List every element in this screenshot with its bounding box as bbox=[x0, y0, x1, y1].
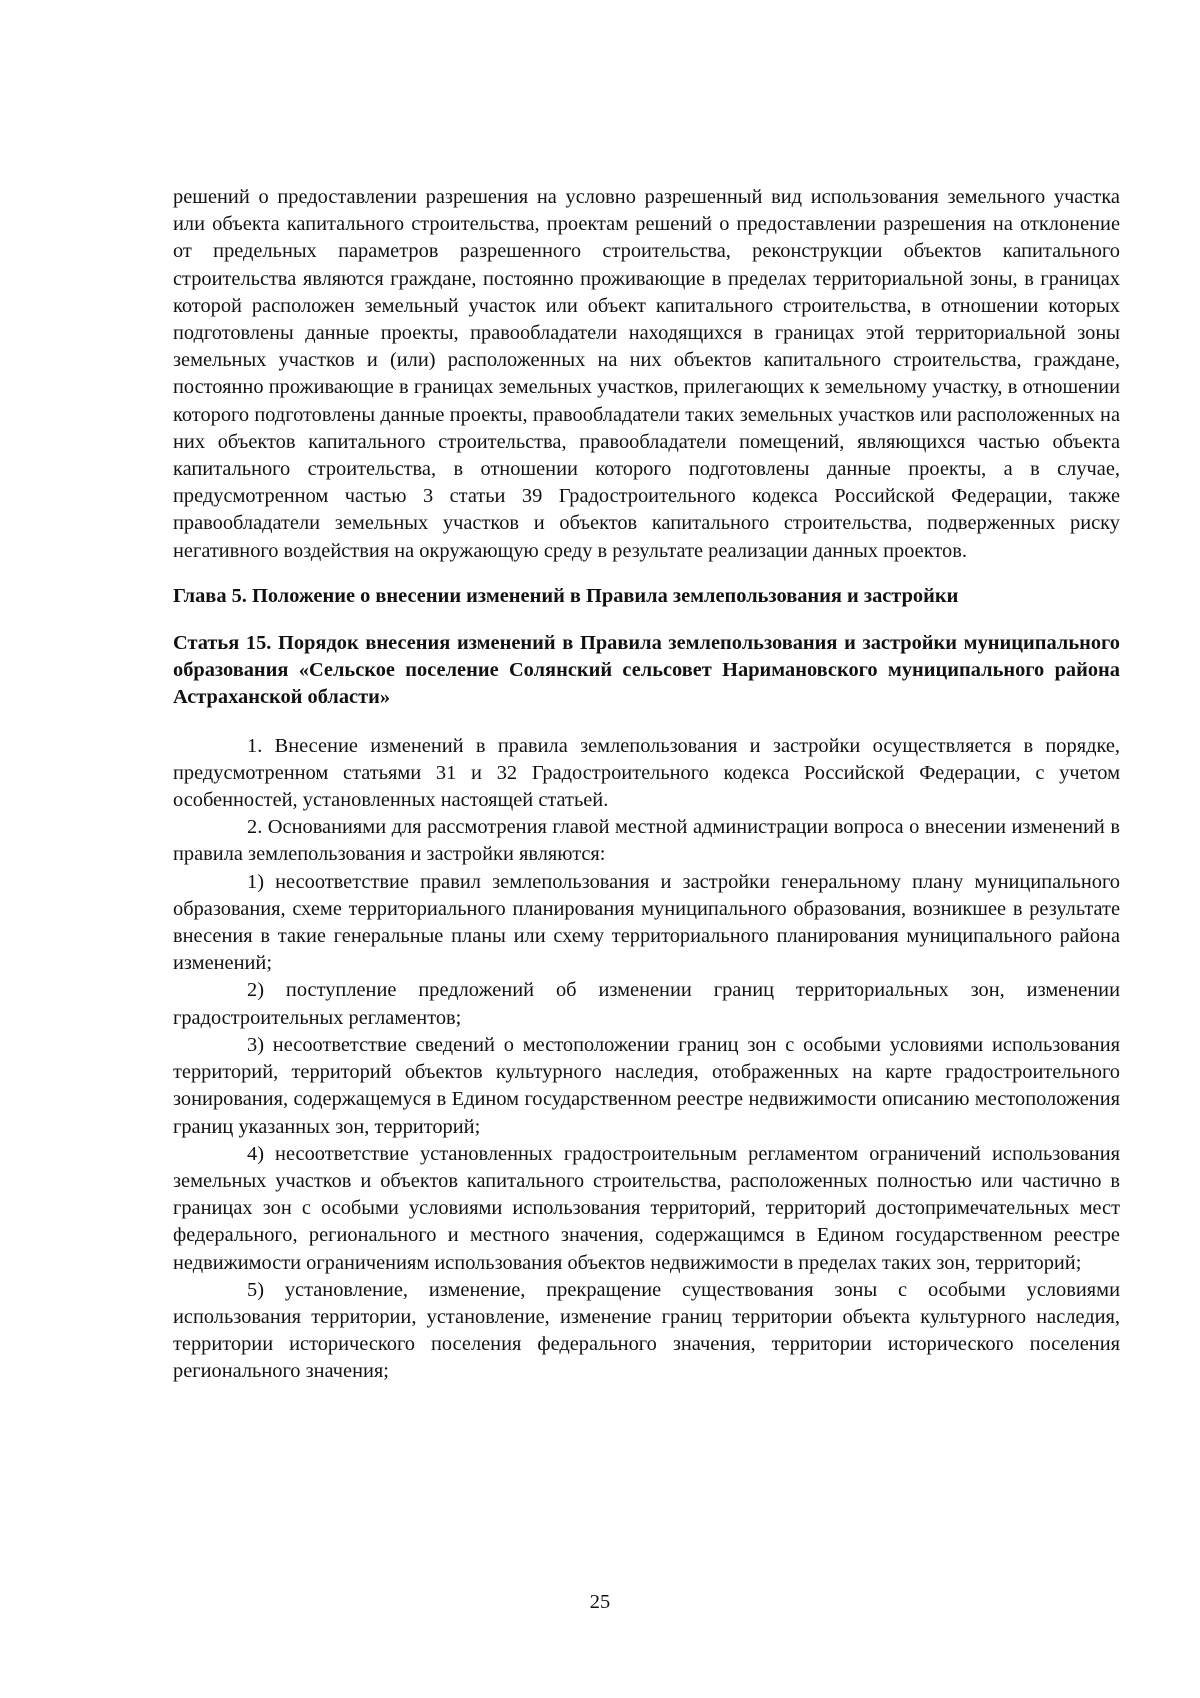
paragraph-1: 1. Внесение изменений в правила землепользования и застройки осуществляется в порядке, предусмотренном статьями 31 и 32 Градостроительного кодекса Российской Федерации, с учетом особенностей, установленных настоящей статьей. bbox=[173, 734, 1120, 812]
chapter-heading: Глава 5. Положение о внесении изменений в Правила землепользования и застройки bbox=[173, 584, 959, 607]
intro-paragraph: решений о предоставлении разрешения на условно разрешенный вид использования земельного участка или объекта капитального строительства, проектам решений о предоставлении разрешения на отклонение от предельных параметров разрешенного строительства, реконструкции объектов капитального строительства являются граждане, постоянно проживающие в пределах территориальной зоны, в границах которой расположен земельный участок или объект капитального строительства, в отношении которых подготовлены данные проекты, правообладатели находящихся в границах этой территориальной зоны земельных участков и (или) расположенных на них объектов капитального строительства, граждане, постоянно проживающие в границах земельных участков, прилегающих к земельному участку, в отношении которого подготовлены данные проекты, правообладатели таких земельных участков или расположенных на них объектов капитального строительства, правообладатели помещений, являющихся частью объекта капитального строительства, в отношении которого подготовлены данные проекты, а в случае, предусмотренном частью 3 статьи 39 Градостроительного кодекса Российской Федерации, также правообладатели земельных участков и объектов капитального строительства, подверженных риску негативного воздействия на окружающую среду в результате реализации данных проектов. bbox=[173, 186, 1120, 562]
document-page bbox=[173, 184, 1120, 1386]
list-item-2: 2) поступление предложений об изменении границ территориальных зон, изменении градостроительных регламентов; bbox=[173, 979, 1120, 1029]
paragraph-2: 2. Основаниями для рассмотрения главой местной администрации вопроса о внесении изменений в правила землепользования и застройки являются: bbox=[173, 816, 1120, 866]
list-item-1: 1) несоответствие правил землепользования и застройки генеральному плану муниципального образования, схеме территориального планирования муниципального образования, возникшее в результате внесения в такие генеральные планы или схему территориального планирования муниципального района изменений; bbox=[173, 870, 1120, 975]
page-number: 25 bbox=[589, 1591, 611, 1613]
list-item-4: 4) несоответствие установленных градостроительным регламентом ограничений использования земельных участков и объектов капитального строительства, расположенных полностью или частично в границах зон с особыми условиями использования территорий, территорий достопримечательных мест федерального, регионального и местного значения, содержащимся в Едином государственном реестре недвижимости ограничениям использования объектов недвижимости в пределах таких зон, территорий; bbox=[173, 1142, 1120, 1274]
article-heading: Статья 15. Порядок внесения изменений в Правила землепользования и застройки муниципального образования «Сельское поселение Солянский сельсовет Наримановского муниципального района Астраханской области» bbox=[173, 632, 1120, 709]
list-item-5: 5) установление, изменение, прекращение существования зоны с особыми условиями использования территории, установление, изменение границ территории объекта культурного наследия, территории исторического поселения федерального значения, территории исторического поселения регионального значения; bbox=[173, 1278, 1120, 1383]
list-item-3: 3) несоответствие сведений о местоположении границ зон с особыми условиями использования территорий, территорий объектов культурного наследия, отображенных на карте градостроительного зонирования, содержащемуся в Едином государственном реестре недвижимости описанию местоположения границ указанных зон, территорий; bbox=[173, 1033, 1120, 1138]
